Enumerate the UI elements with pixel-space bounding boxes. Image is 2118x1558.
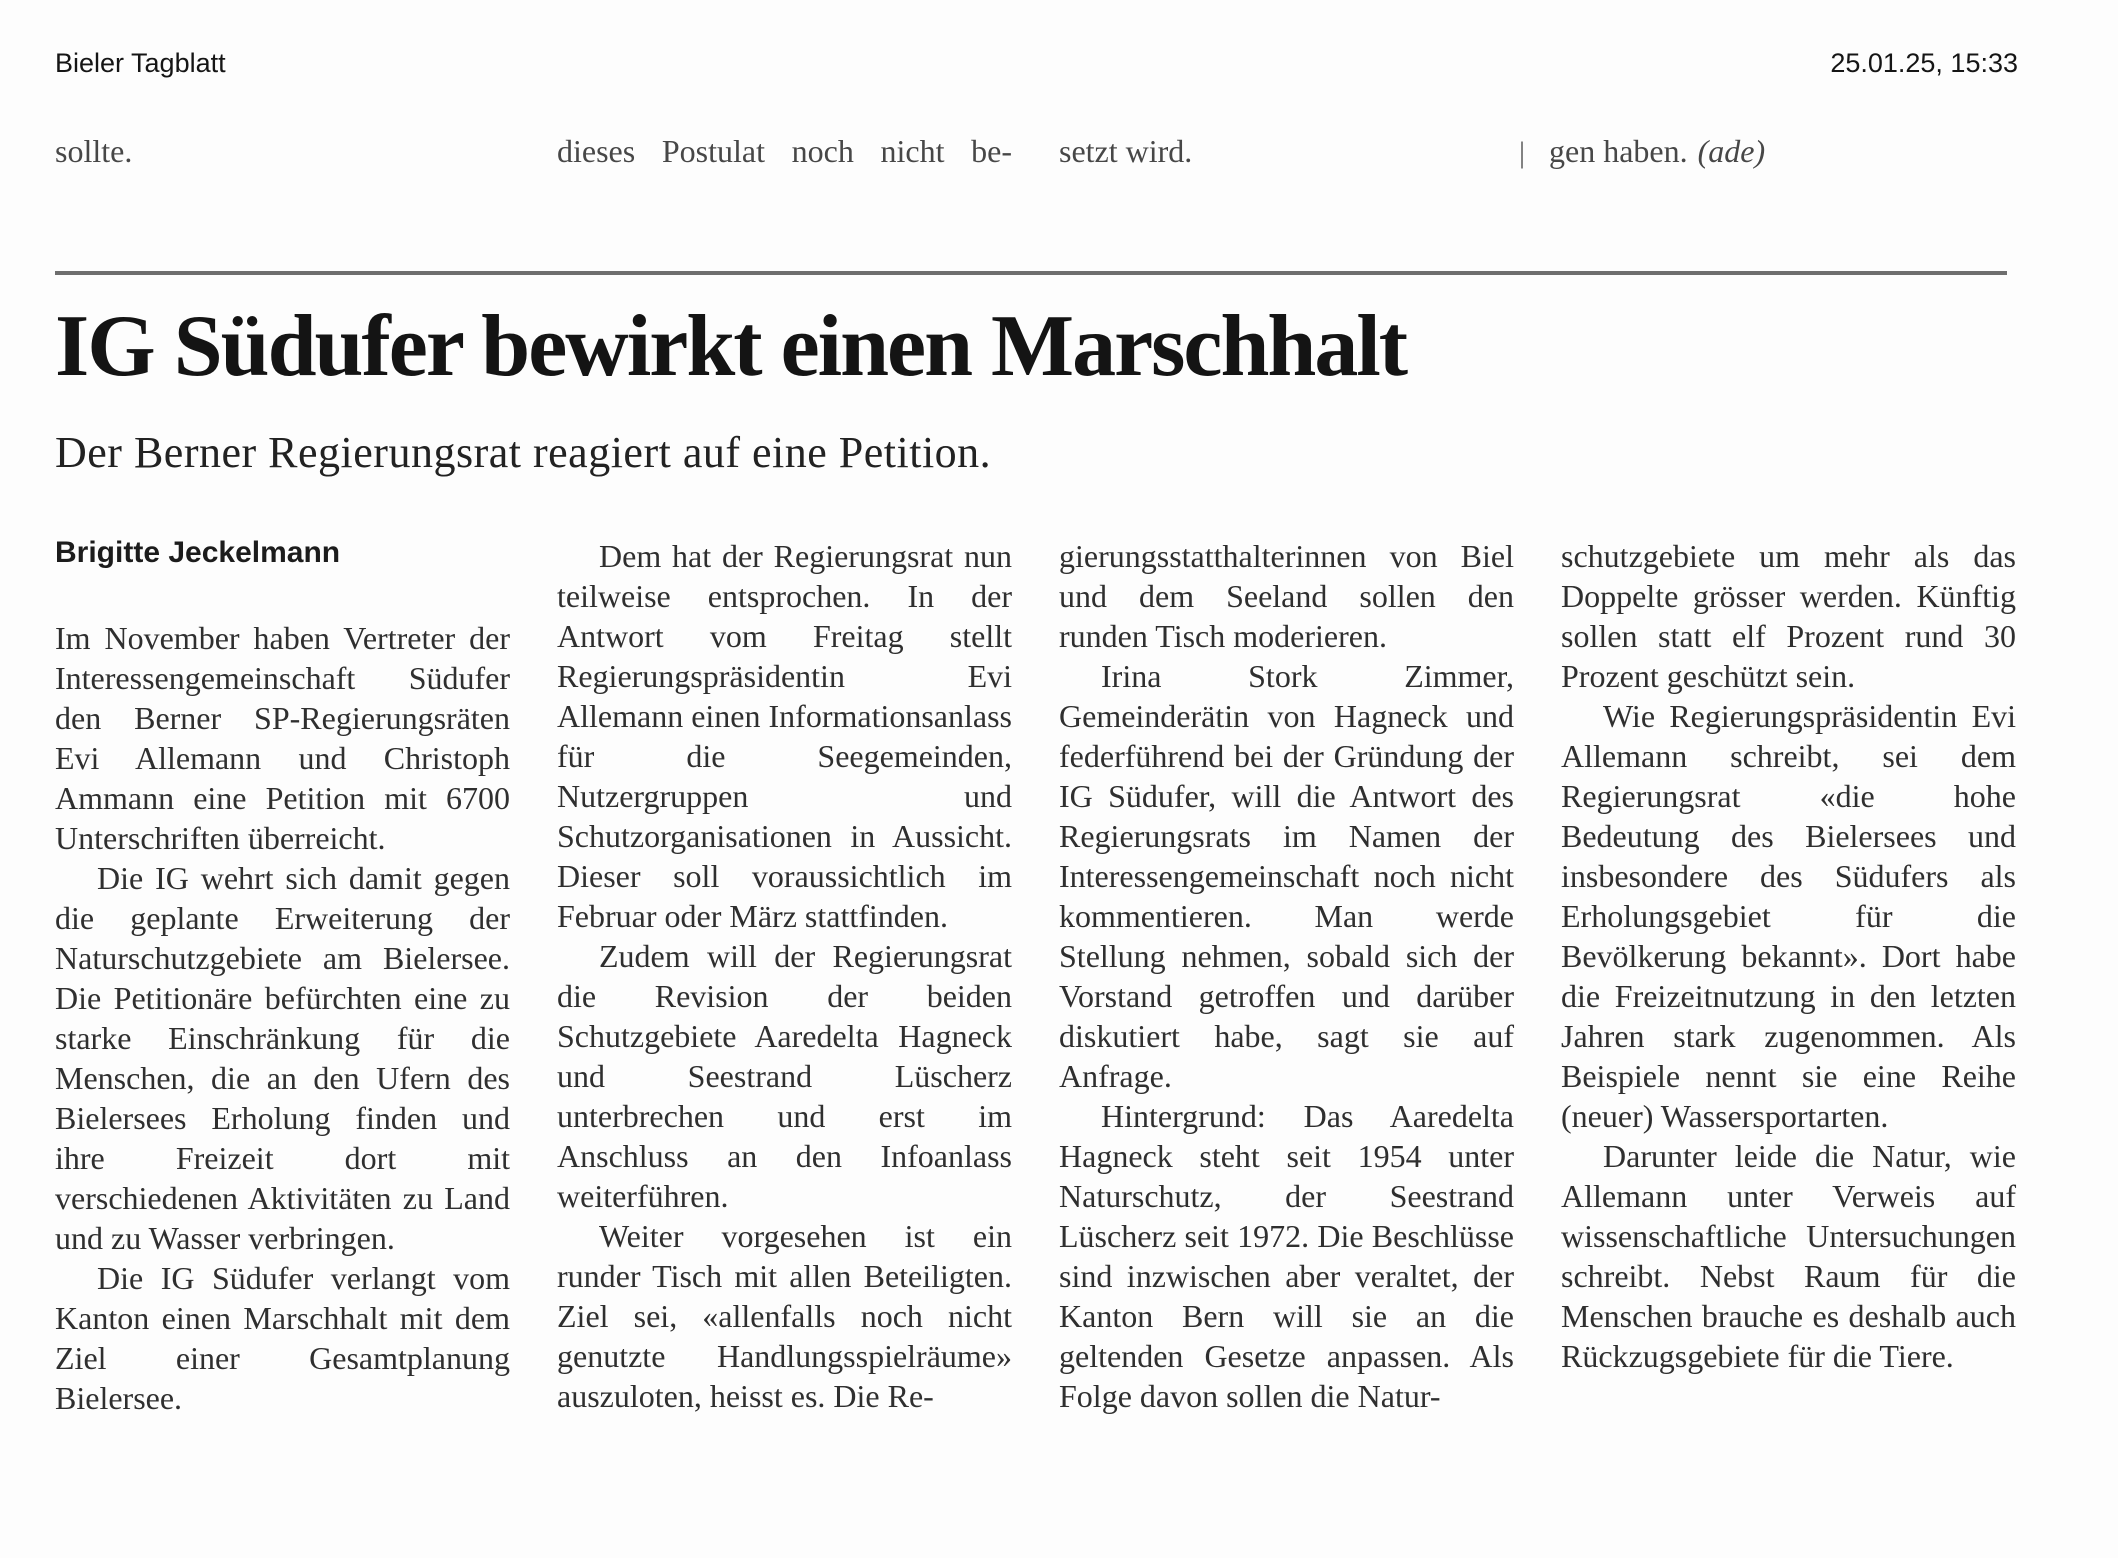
article-subheadline: Der Berner Regierungsrat reagiert auf eine Petition. [55, 428, 992, 478]
column-rule-artifact: | [1519, 136, 1526, 169]
paragraph: Darunter leide die Natur, wie Allemann unter Verweis auf wissenschaftliche Untersuchungen schreibt. Nebst Raum für die Menschen brauche es deshalb auch Rückzugsgebiete für die Tiere. [1561, 1138, 2016, 1375]
fragment-col4 [1519, 131, 2016, 173]
fragment-col3: setzt wird. [1059, 133, 1193, 169]
article-headline: IG Südufer bewirkt einen Marschhalt [55, 298, 1407, 395]
paragraph: Dem hat der Regierungsrat nun teilweise entsprochen. In der Antwort vom Freitag stellt Regierungspräsidentin Evi Allemann einen Informationsanlass für die Seegemeinden, Nutzergruppen und Schutzorganisationen in Aussicht. Dieser soll voraussichtlich im Februar oder März stattfinden. [557, 538, 1012, 935]
paragraph: Die IG wehrt sich damit gegen die geplante Erweiterung der Naturschutzgebiete am Bielersee. Die Petitionäre befürchten eine zu starke Einschränkung für die Menschen, die an den Ufern des Bielersees Erholung finden und ihre Freizeit dort mit verschiedenen Aktivitäten zu Land und zu Wasser verbringen. [55, 860, 510, 1257]
paragraph: gierungsstatthalterinnen von Biel und dem Seeland sollen den runden Tisch moderieren. [1059, 538, 1514, 655]
paragraph: Zudem will der Regierungsrat die Revision der beiden Schutzgebiete Aaredelta Hagneck und Seestrand Lüscherz unterbrechen und erst im Anschluss an den Infoanlass weiterführen. [557, 938, 1012, 1215]
fragment-col4-text: gen haben. [1549, 133, 1688, 169]
paragraph: Die IG Südufer verlangt vom Kanton einen Marschhalt mit dem Ziel einer Gesamtplanung Bielersee. [55, 1260, 510, 1417]
author-shorthand: (ade) [1697, 133, 1766, 169]
paragraph: Wie Regierungspräsidentin Evi Allemann schreibt, sei dem Regierungsrat «die hohe Bedeutung des Bielersees und insbesondere des Südufers als Erholungsgebiet für die Bevölkerung bekannt». Dort habe die Freizeitnutzung in den letzten Jahren stark zugenommen. Als Beispiele nennt sie eine Reihe (neuer) Wassersportarten. [1561, 698, 2016, 1135]
article-body [55, 536, 2018, 1418]
section-divider [55, 271, 2007, 275]
paragraph: Im November haben Vertreter der Interessengemeinschaft Südufer den Berner SP-Regierungsräten Evi Allemann und Christoph Ammann eine Petition mit 6700 Unterschriften überreicht. [55, 620, 510, 857]
paragraph: Weiter vorgesehen ist ein runder Tisch mit allen Beteiligten. Ziel sei, «allenfalls noch nicht genutzte Handlungsspielräume» auszuloten, heisst es. Die Re- [557, 1218, 1012, 1415]
article-column-4 [1561, 536, 2016, 1418]
paragraph: schutzgebiete um mehr als das Doppelte grösser werden. Künftig sollen statt elf Prozent rund 30 Prozent geschützt sein. [1561, 538, 2016, 695]
page-header [55, 48, 2018, 79]
print-timestamp: 25.01.25, 15:33 [1830, 48, 2018, 78]
paragraph: Hintergrund: Das Aaredelta Hagneck steht seit 1954 unter Naturschutz, der Seestrand Lüscherz seit 1972. Die Beschlüsse sind inzwischen aber veraltet, der Kanton Bern will sie an die geltenden Gesetze anpassen. Als Folge davon sollen die Natur- [1059, 1098, 1514, 1415]
fragment-col2: dieses Postulat noch nicht be- [557, 133, 1012, 169]
byline: Brigitte Jeckelmann [55, 536, 341, 570]
paragraph: Irina Stork Zimmer, Gemeinderätin von Hagneck und federführend bei der Gründung der IG Südufer, will die Antwort des Regierungsrats im Namen der Interessengemeinschaft noch nicht kommentieren. Man werde Stellung nehmen, sobald sich der Vorstand getroffen und darüber diskutiert habe, sagt sie auf Anfrage. [1059, 658, 1514, 1095]
article-column-2 [557, 536, 1012, 1418]
article-column-3 [1059, 536, 1514, 1418]
article-column-1 [55, 536, 510, 1418]
previous-article-fragments [55, 131, 2018, 173]
publication-name: Bieler Tagblatt [55, 48, 226, 78]
fragment-col1: sollte. [55, 133, 133, 169]
